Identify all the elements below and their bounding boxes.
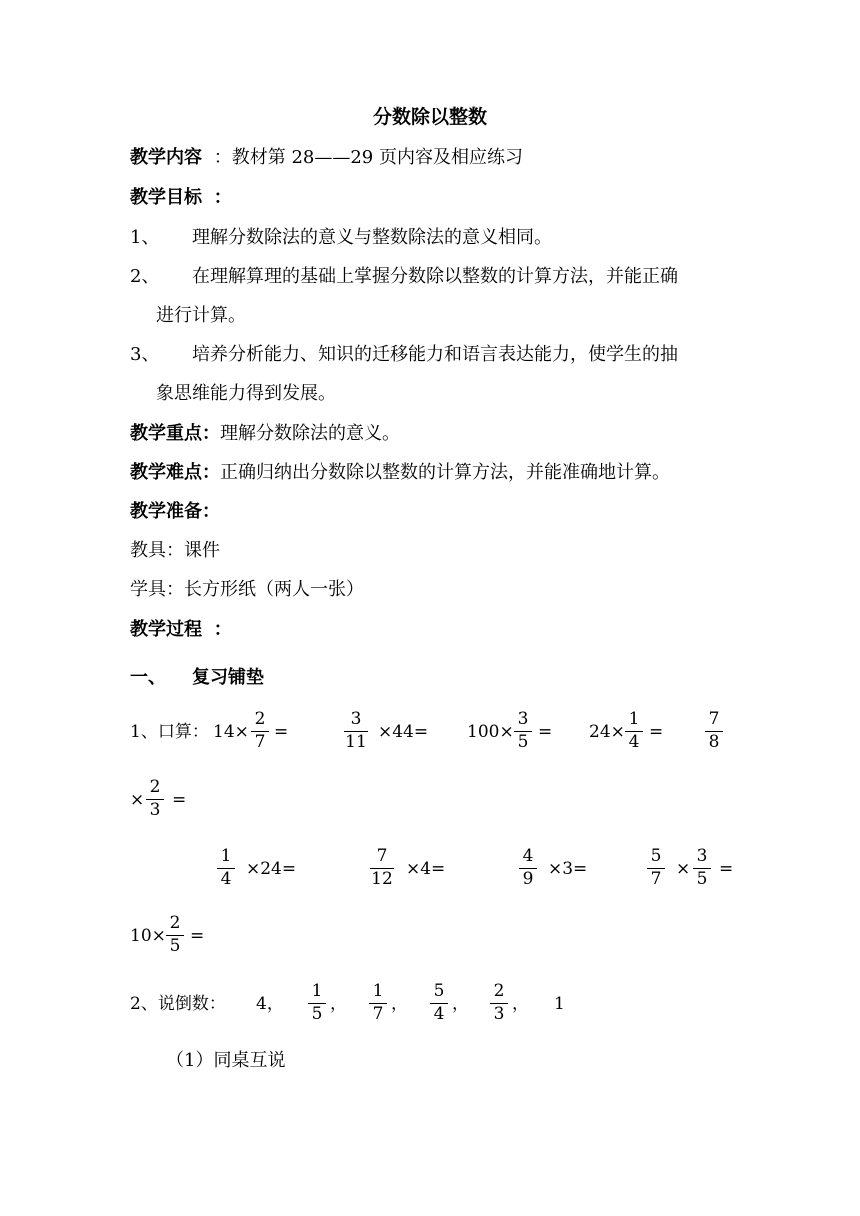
difficulty-line (130, 461, 670, 485)
expr-text: ×24= (246, 859, 297, 879)
goals-colon: ： (213, 187, 232, 208)
document-title: 分数除以整数 (372, 106, 487, 128)
fraction-numerator: 7 (376, 846, 388, 866)
fraction-numerator: 5 (650, 846, 662, 866)
expr-text: = (190, 926, 205, 946)
goal-text-1: 理解分数除法的意义与整数除法的意义相同。 (192, 227, 552, 248)
key-point-text: 理解分数除法的意义。 (220, 423, 400, 444)
difficulty-text: 正确归纳出分数除以整数的计算方法，并能准确地计算。 (220, 462, 670, 483)
fraction-denominator: 5 (311, 1004, 323, 1024)
expr-text: ， (391, 994, 408, 1014)
fraction (518, 846, 538, 891)
goal-text-3-cont: 象思维能力得到发展。 (156, 383, 336, 404)
goal-number: 2、 (130, 266, 160, 287)
expr-text: = (274, 722, 289, 742)
key-point-line (130, 422, 400, 446)
fraction-denominator: 3 (493, 1004, 505, 1024)
fraction (429, 981, 449, 1026)
fraction (368, 981, 388, 1026)
prep-teacher-tools: 教具：课件 (130, 540, 220, 561)
expr-text: ×4= (406, 859, 446, 879)
process-heading (130, 618, 232, 642)
fraction-numerator: 3 (517, 709, 529, 729)
expr-text: 4， (256, 994, 284, 1014)
fraction-numerator: 1 (628, 709, 640, 729)
fraction (165, 913, 185, 958)
expr-text: ×3= (548, 859, 588, 879)
fraction (704, 709, 724, 754)
fraction (216, 846, 236, 891)
expr-text: ， (330, 994, 347, 1014)
key-point-label: 教学重点： (130, 423, 220, 444)
expr-text: ， (512, 994, 529, 1014)
fraction-numerator: 5 (433, 981, 445, 1001)
expr-text: ×44= (378, 722, 429, 742)
reciprocal-prefix: 2、说倒数： (130, 994, 226, 1014)
fraction (250, 709, 270, 754)
fraction (646, 846, 666, 891)
fraction-numerator: 2 (149, 777, 161, 797)
fraction-denominator: 5 (696, 869, 708, 889)
fraction-denominator: 7 (372, 1004, 384, 1024)
sub-step: （1）同桌互说 (166, 1050, 286, 1071)
fraction-numerator: 4 (522, 846, 534, 866)
fraction-denominator: 4 (220, 869, 232, 889)
fraction-denominator: 7 (254, 732, 266, 752)
fraction (692, 846, 712, 891)
fraction-numerator: 3 (696, 846, 708, 866)
difficulty-label: 教学难点： (130, 462, 220, 483)
fraction-numerator: 1 (220, 846, 232, 866)
goal-text-3: 培养分析能力、知识的迁移能力和语言表达能力，使学生的抽 (192, 344, 678, 365)
goal-item-1 (130, 226, 159, 250)
expr-text: ， (452, 994, 469, 1014)
section-title: 复习铺垫 (192, 667, 264, 688)
goal-number: 3、 (130, 344, 160, 365)
fraction-numerator: 1 (311, 981, 323, 1001)
fraction (343, 709, 369, 754)
content-label: 教学内容 (130, 147, 202, 168)
fraction-denominator: 12 (371, 869, 393, 889)
fraction-numerator: 3 (350, 709, 362, 729)
fraction (624, 709, 644, 754)
expr-text: 14× (213, 722, 249, 742)
expr-text: = (649, 722, 664, 742)
oral-prefix: 1、口算： (130, 722, 209, 742)
expr-text: 24× (589, 722, 625, 742)
fraction (307, 981, 327, 1026)
fraction-denominator: 3 (149, 800, 161, 820)
fraction-denominator: 4 (433, 1004, 445, 1024)
expr-text: 1 (554, 994, 565, 1014)
fraction (513, 709, 533, 754)
goal-number: 1、 (130, 227, 160, 248)
prep-label: 教学准备： (130, 501, 220, 522)
expr-text: 100× (467, 722, 514, 742)
expr-text: 10× (130, 926, 166, 946)
process-colon: ： (213, 619, 232, 640)
expr-text: = (719, 859, 734, 879)
fraction-denominator: 9 (522, 869, 534, 889)
fraction-denominator: 5 (169, 936, 181, 956)
content-text: ：教材第 28——29 页内容及相应练习 (213, 147, 523, 168)
goal-item-3 (130, 343, 159, 367)
goal-text-2-cont: 进行计算。 (156, 305, 246, 326)
goal-item-2 (130, 265, 159, 289)
fraction (369, 846, 395, 891)
goal-text-2: 在理解算理的基础上掌握分数除以整数的计算方法，并能正确 (192, 266, 678, 287)
section-number: 一、 (130, 667, 166, 688)
fraction-denominator: 4 (628, 732, 640, 752)
fraction-numerator: 2 (169, 913, 181, 933)
expr-text: × (676, 859, 691, 879)
fraction (145, 777, 165, 822)
prep-student-tools: 学具：长方形纸（两人一张） (130, 579, 364, 600)
expr-text: × (130, 790, 145, 810)
fraction-denominator: 5 (517, 732, 529, 752)
content-line (130, 146, 523, 170)
fraction-numerator: 1 (372, 981, 384, 1001)
goals-heading (130, 186, 232, 210)
process-label: 教学过程 (130, 619, 202, 640)
fraction-denominator: 8 (708, 732, 720, 752)
expr-text: = (538, 722, 553, 742)
fraction-denominator: 7 (650, 869, 662, 889)
fraction (489, 981, 509, 1026)
expr-text: = (172, 790, 187, 810)
fraction-denominator: 11 (345, 732, 367, 752)
fraction-numerator: 2 (493, 981, 505, 1001)
fraction-numerator: 7 (708, 709, 720, 729)
goals-label: 教学目标 (130, 187, 202, 208)
fraction-numerator: 2 (254, 709, 266, 729)
